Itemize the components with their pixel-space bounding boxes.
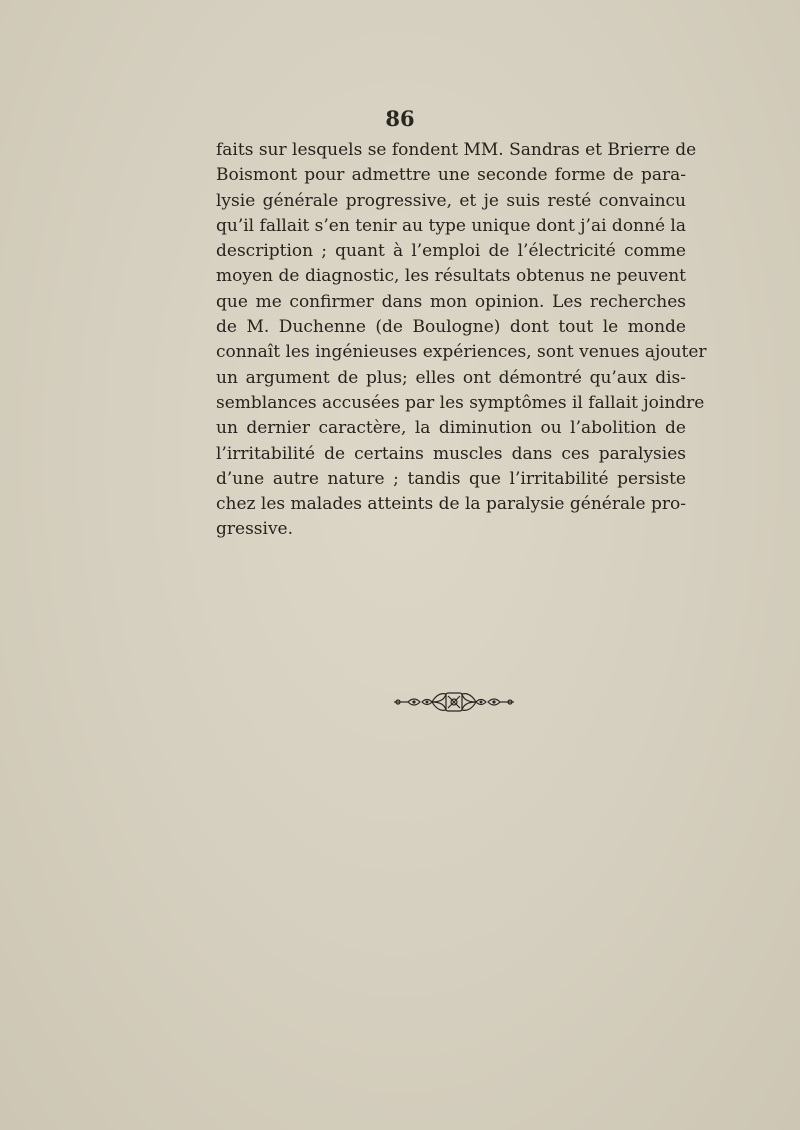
- text-line: un argument de plus; elles ont démontré qu’aux dis-: [216, 367, 686, 388]
- text-line: d’une autre nature ; tandis que l’irritabilité persiste: [216, 468, 686, 489]
- text-line: de M. Duchenne (de Boulogne) dont tout le monde: [216, 317, 686, 338]
- text-line: lysie générale progressive, et je suis resté convaincu: [216, 190, 686, 211]
- text-line: faits sur lesquels se fondent MM. Sandras et Brierre de: [216, 140, 697, 160]
- text-line-last: gressive.: [216, 519, 294, 540]
- text-line: connaît les ingénieuses expériences, sont venues ajouter: [216, 342, 707, 363]
- text-line: semblances accusées par les symptômes il fallait joindre: [216, 392, 705, 413]
- fleuron-ornament-icon: [392, 688, 516, 716]
- text-line: moyen de diagnostic, les résultats obtenus ne peuvent: [216, 266, 686, 287]
- text-line: l’irritabilité de certains muscles dans ces paralysies: [216, 443, 686, 464]
- text-line: un dernier caractère, la diminution ou l’abolition de: [216, 418, 686, 439]
- text-line: que me confirmer dans mon opinion. Les recherches: [216, 291, 686, 312]
- body-paragraph: [216, 138, 707, 543]
- text-line: chez les malades atteints de la paralysie générale pro-: [216, 494, 686, 515]
- page-number: 86: [385, 106, 415, 131]
- text-line: qu’il fallait s’en tenir au type unique dont j’ai donné la: [216, 215, 686, 236]
- text-line: Boismont pour admettre une seconde forme de para-: [216, 165, 686, 186]
- text-line: description ; quant à l’emploi de l’électricité comme: [216, 241, 686, 262]
